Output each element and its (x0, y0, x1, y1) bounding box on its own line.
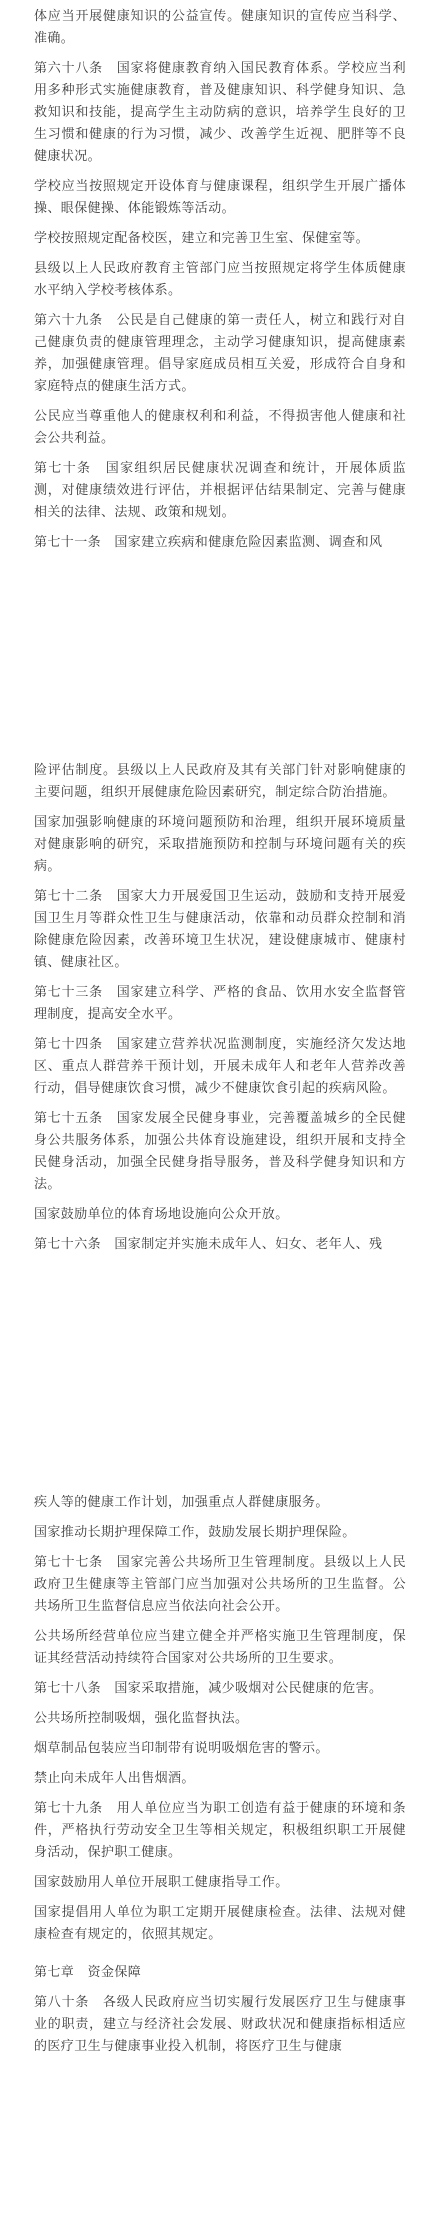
article-70: 第七十条 国家组织居民健康状况调查和统计，开展体质监测，对健康绩效进行评估，并根据评估结果制定、完善与健康相关的法律、法规、政策和规划。 (34, 461, 406, 520)
article-80: 第八十条 各级人民政府应当切实履行发展医疗卫生与健康事业的职责，建立与经济社会发展、财政状况和健康指标相适应的医疗卫生与健康事业投入机制，将医疗卫生与健康 (34, 1995, 406, 2054)
article-73: 第七十三条 国家建立科学、严格的食品、饮用水安全监督管理制度，提高安全水平。 (34, 985, 406, 1022)
paragraph: 县级以上人民政府教育主管部门应当按照规定将学生体质健康水平纳入学校考核体系。 (34, 261, 406, 298)
paragraph: 烟草制品包装应当印制带有说明吸烟危害的警示。 (34, 1741, 329, 1756)
paragraph: 国家鼓励用人单位开展职工健康指导工作。 (34, 1875, 289, 1890)
article-69: 第六十九条 公民是自己健康的第一责任人，树立和践行对自己健康负责的健康管理理念，主动学习健康知识，提高健康素养，加强健康管理。倡导家庭成员相互关爱，形成符合自身和家庭特点的健康生活方式。 (34, 313, 406, 394)
article-78: 第七十八条 国家采取措施，减少吸烟对公民健康的危害。 (34, 1681, 383, 1696)
paragraph: 国家提倡用人单位为职工定期开展健康检查。法律、法规对健康检查有规定的，依照其规定。 (34, 1905, 406, 1942)
paragraph: 学校按照规定配备校医，建立和完善卫生室、保健室等。 (34, 231, 370, 246)
paragraph: 体应当开展健康知识的公益宣传。健康知识的宣传应当科学、准确。 (34, 9, 406, 46)
paragraph: 国家加强影响健康的环境问题预防和治理，组织开展环境质量对健康影响的研究，采取措施预防和控制与环境问题有关的疾病。 (34, 815, 406, 874)
paragraph: 公民应当尊重他人的健康权利和利益，不得损害他人健康和社会公共利益。 (34, 409, 406, 446)
article-76: 第七十六条 国家制定并实施未成年人、妇女、老年人、残 (34, 1237, 383, 1252)
text-block-2 (34, 760, 406, 1264)
article-71: 第七十一条 国家建立疾病和健康危险因素监测、调查和风 (34, 535, 383, 550)
article-77: 第七十七条 国家完善公共场所卫生管理制度。县级以上人民政府卫生健康等主管部门应当加强对公共场所的卫生监督。公共场所卫生监督信息应当依法向社会公开。 (34, 1555, 406, 1614)
paragraph: 公共场所经营单位应当建立健全并严格实施卫生管理制度，保证其经营活动持续符合国家对公共场所的卫生要求。 (34, 1629, 406, 1666)
paragraph: 学校应当按照规定开设体育与健康课程，组织学生开展广播体操、眼保健操、体能锻炼等活动。 (34, 179, 406, 216)
chapter-heading: 第七章 资金保障 (34, 1965, 142, 1980)
paragraph: 公共场所控制吸烟，强化监督执法。 (34, 1711, 249, 1726)
paragraph: 国家鼓励单位的体育场地设施向公众开放。 (34, 1207, 289, 1222)
paragraph: 险评估制度。县级以上人民政府及其有关部门针对影响健康的主要问题，组织开展健康危险因素研究，制定综合防治措施。 (34, 763, 406, 800)
article-68: 第六十八条 国家将健康教育纳入国民教育体系。学校应当利用多种形式实施健康教育，普及健康知识、科学健身知识、急救知识和技能，提高学生主动防病的意识，培养学生良好的卫生习惯和健康的行为习惯，减少、改善学生近视、肥胖等不良健康状况。 (34, 61, 406, 164)
article-75: 第七十五条 国家发展全民健身事业，完善覆盖城乡的全民健身公共服务体系，加强公共体育设施建设，组织开展和支持全民健身活动，加强全民健身指导服务，普及科学健身知识和方法。 (34, 1111, 406, 1192)
article-79: 第七十九条 用人单位应当为职工创造有益于健康的环境和条件，严格执行劳动安全卫生等相关规定，积极组织职工开展健身活动，保护职工健康。 (34, 1801, 406, 1860)
text-block-3 (34, 1492, 406, 2066)
text-block-1 (34, 6, 406, 562)
article-74: 第七十四条 国家建立营养状况监测制度，实施经济欠发达地区、重点人群营养干预计划，开展未成年人和老年人营养改善行动，倡导健康饮食习惯，减少不健康饮食引起的疾病风险。 (34, 1037, 406, 1096)
paragraph: 国家推动长期护理保障工作，鼓励发展长期护理保险。 (34, 1525, 356, 1540)
paragraph: 疾人等的健康工作计划，加强重点人群健康服务。 (34, 1495, 329, 1510)
article-72: 第七十二条 国家大力开展爱国卫生运动，鼓励和支持开展爱国卫生月等群众性卫生与健康活动，依靠和动员群众控制和消除健康危险因素，改善环境卫生状况，建设健康城市、健康村镇、健康社区。 (34, 889, 406, 970)
paragraph: 禁止向未成年人出售烟酒。 (34, 1771, 195, 1786)
